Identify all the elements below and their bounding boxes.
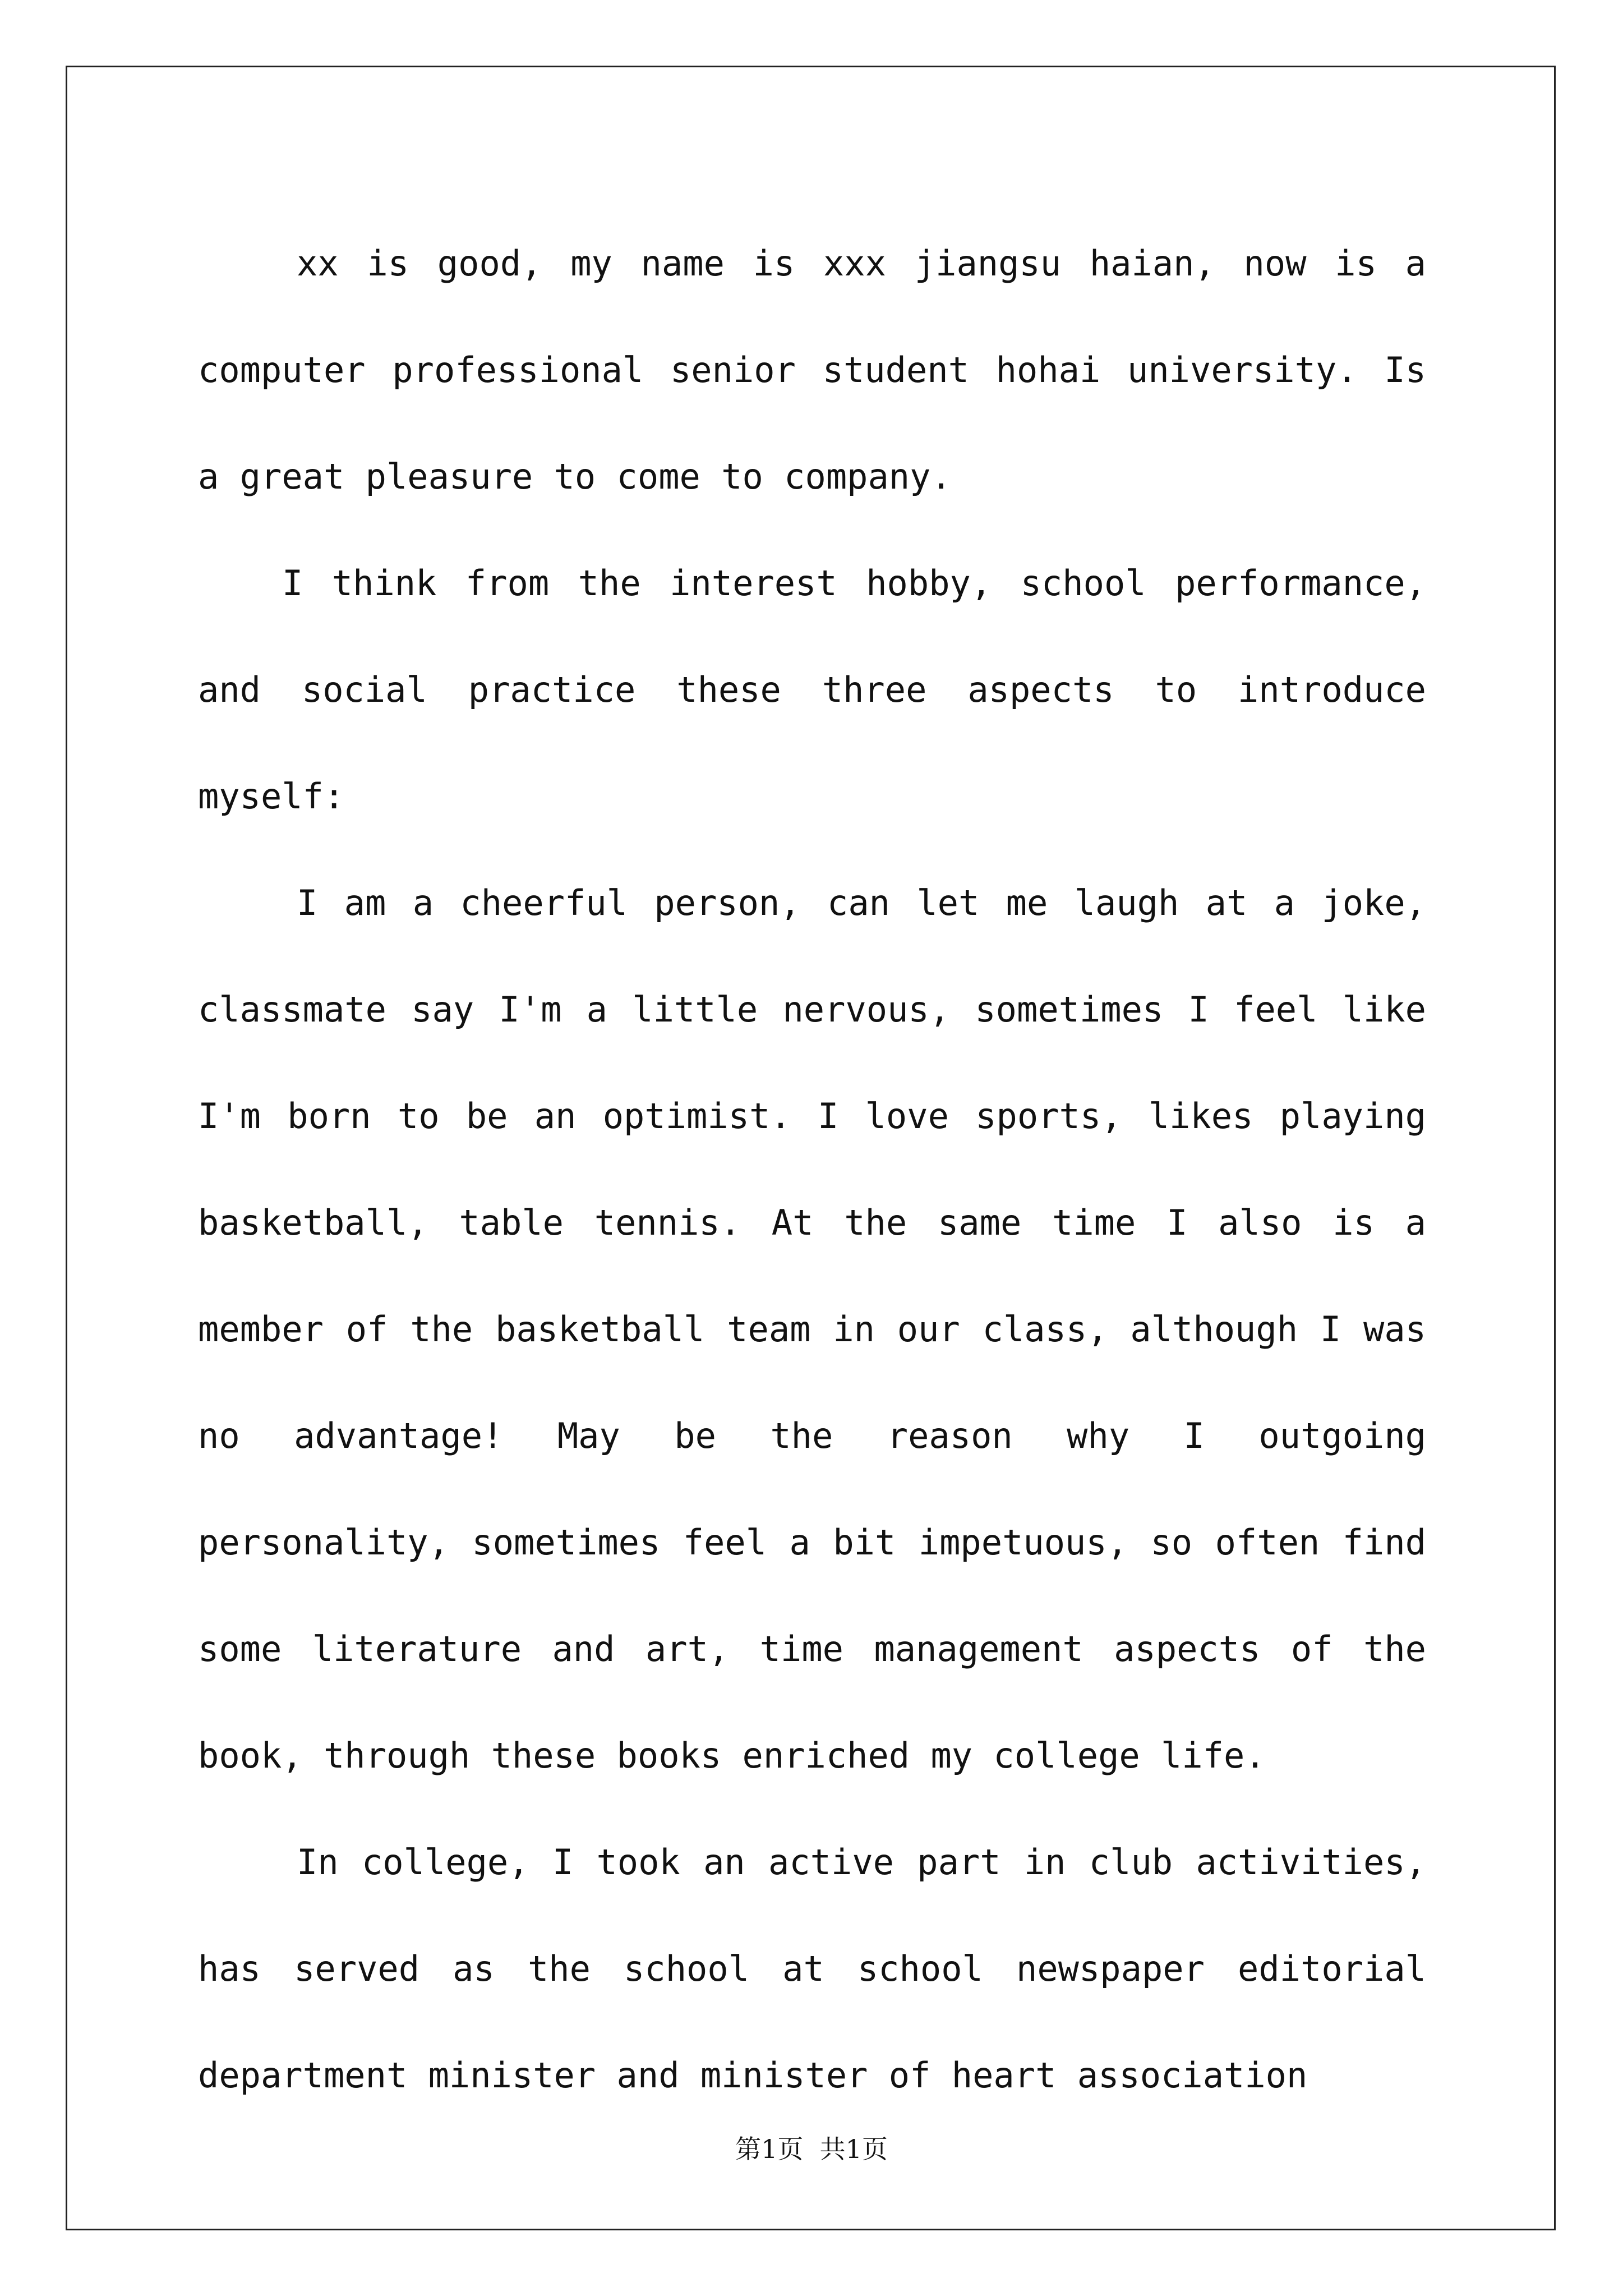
- document-body: [198, 210, 1426, 2129]
- paragraph-aspects: I think from the interest hobby, school performance, and social practice these three aspects to introduce myself:: [198, 563, 1426, 817]
- paragraph-personality: I am a cheerful person, can let me laugh at a joke, classmate say I'm a little nervous, sometimes I feel like I'm born to be an optimist. I love sports, likes playing basketball, table tennis. At the same time I also is a member of the basketball team in our class, although I was no advantage! May be the reason why I outgoing personality, sometimes feel a bit impetuous, so often find some literature and art, time management aspects of the book, through these books enriched my college life.: [198, 882, 1426, 1776]
- page-number-footer: 第1页 共1页: [735, 2134, 888, 2164]
- paragraph-intro: xx is good, my name is xxx jiangsu haian, now is a computer professional senior student hohai university. Is a great pleasure to come to company.: [198, 243, 1426, 497]
- paragraph-college: In college, I took an active part in club activities, has served as the school at school newspaper editorial department minister and minister of heart association: [198, 1842, 1426, 2096]
